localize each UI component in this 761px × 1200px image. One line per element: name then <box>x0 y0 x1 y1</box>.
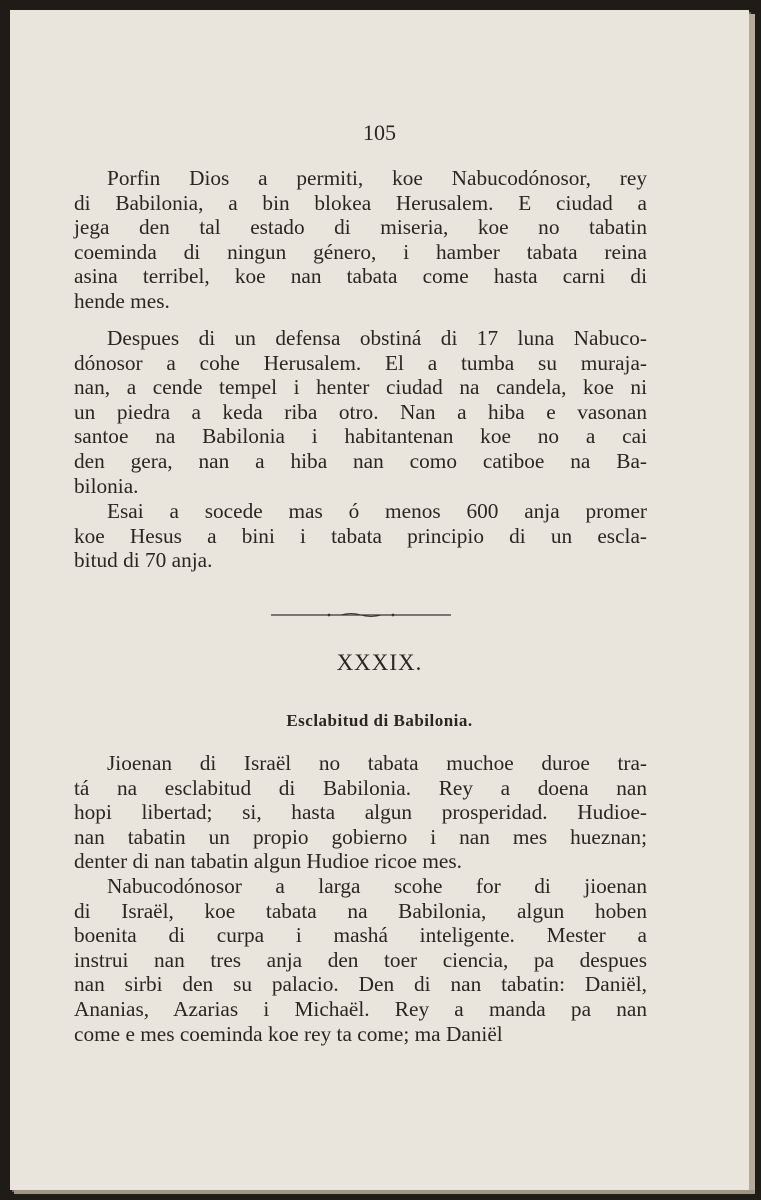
page-edge-bottom <box>14 1190 755 1194</box>
text-line: Esai a socede mas ó menos 600 anja promer <box>107 499 647 523</box>
text-line: un piedra a keda riba otro. Nan a hiba e vasonan <box>74 399 647 424</box>
page-edge <box>749 14 755 1190</box>
paragraph-captivity <box>74 751 647 874</box>
page-number: 105 <box>363 120 396 145</box>
book-page <box>10 10 749 1190</box>
text-line: nan tabatin un propio gobierno i nan mes hueznan; <box>74 824 647 849</box>
chapter-number: XXXIX. <box>336 650 423 675</box>
text-line: Porfin Dios a permiti, koe Nabucodónosor, rey <box>107 166 647 190</box>
text-line: dónosor a cohe Herusalem. El a tumba su muraja- <box>74 350 647 375</box>
text-line: den gera, nan a hiba nan como catiboe na Ba- <box>74 448 647 473</box>
text-line: di Israël, koe tabata na Babilonia, algun hoben <box>74 898 647 923</box>
chapter-title: Esclabitud di Babilonia. <box>286 711 473 730</box>
text-line: santoe na Babilonia i habitantenan koe no a cai <box>74 424 647 449</box>
section-divider-ornament <box>271 612 451 618</box>
text-line: bilonia. <box>74 473 139 498</box>
text-line: jega den tal estado di miseria, koe no tabatin <box>74 215 647 240</box>
text-line: koe Hesus a bini i tabata principio di un escla- <box>74 523 647 548</box>
text-line: nan, a cende tempel i henter ciudad na candela, koe ni <box>74 375 647 400</box>
text-line: coeminda di ningun género, i hamber tabata reina <box>74 239 647 264</box>
text-line: instrui nan tres anja den toer ciencia, pa despues <box>74 947 647 972</box>
text-line: hende mes. <box>74 288 170 313</box>
text-line: nan sirbi den su palacio. Den di nan tabatin: Daniël, <box>74 972 647 997</box>
paragraph-siege <box>74 166 647 314</box>
paragraph-daniel <box>74 874 647 1046</box>
text-line: denter di nan tabatin algun Hudioe ricoe mes. <box>74 849 462 874</box>
text-line: hopi libertad; si, hasta algun prosperidad. Hudioe- <box>74 800 647 825</box>
text-line: tá na esclabitud di Babilonia. Rey a doena nan <box>74 775 647 800</box>
text-line: asina terribel, koe nan tabata come hasta carni di <box>74 264 647 289</box>
paragraph-fall <box>74 326 647 498</box>
text-line: come e mes coeminda koe rey ta come; ma Daniël <box>74 1021 503 1046</box>
text-line: Jioenan di Israël no tabata muchoe duroe tra- <box>107 751 647 775</box>
paragraph-date <box>74 499 647 573</box>
text-line: bitud di 70 anja. <box>74 548 213 573</box>
text-line: Ananias, Azarias i Michaël. Rey a manda pa nan <box>74 996 647 1021</box>
text-line: di Babilonia, a bin blokea Herusalem. E ciudad a <box>74 190 647 215</box>
text-line: boenita di curpa i mashá inteligente. Mester a <box>74 923 647 948</box>
text-line: Nabucodónosor a larga scohe for di jioenan <box>107 874 647 898</box>
text-line: Despues di un defensa obstiná di 17 luna Nabuco- <box>107 326 647 350</box>
